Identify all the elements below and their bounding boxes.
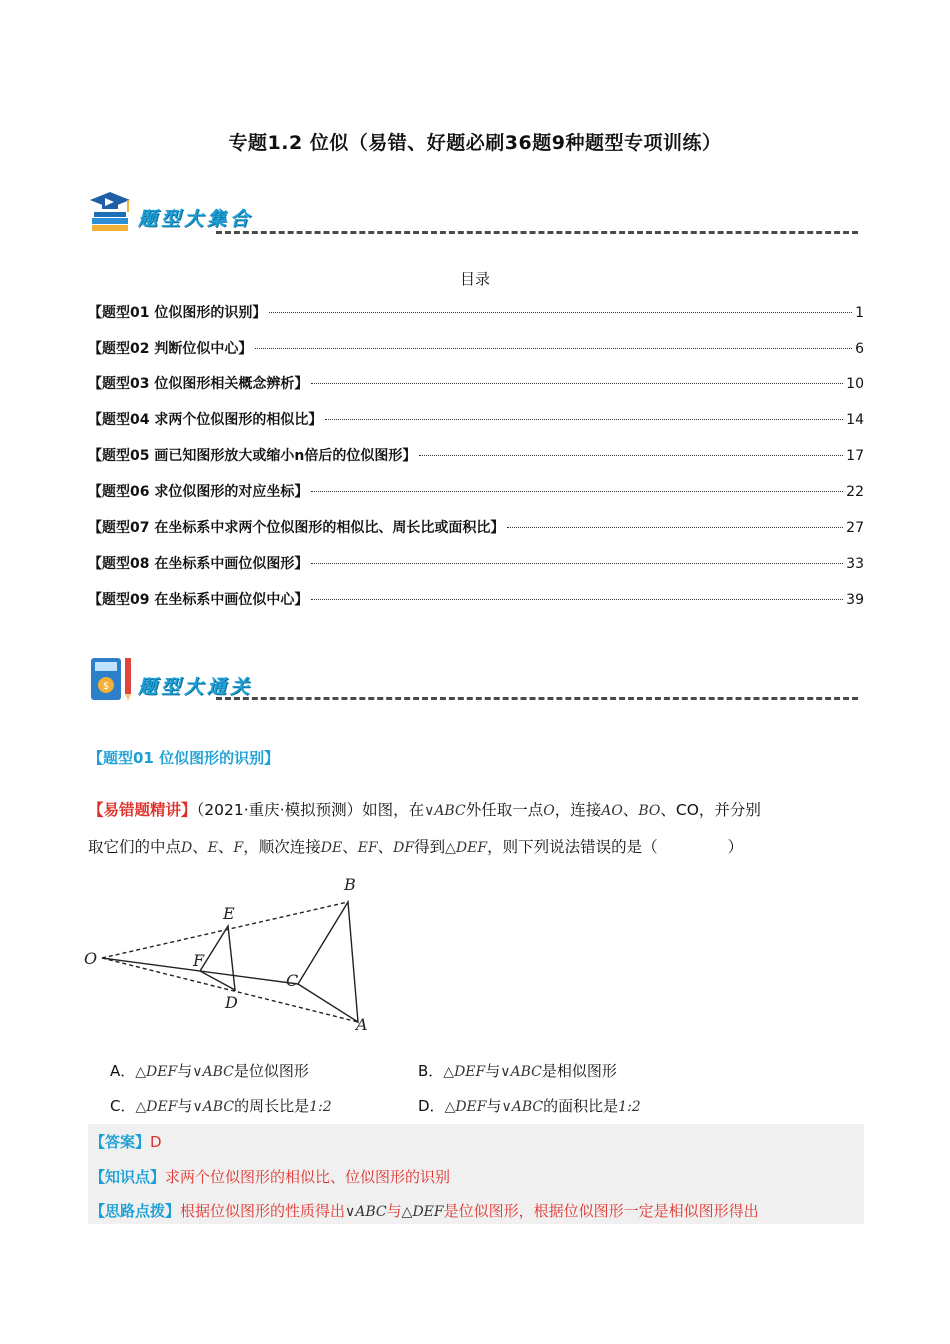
toc-leader [311,563,843,564]
toc-leader [311,383,843,384]
label-C: C [286,971,299,990]
segment-OA [102,958,358,1022]
toc-item[interactable]: 【题型05 画已知图形放大或缩小n倍后的位似图形】 17 [88,448,864,464]
toc-item[interactable]: 【题型04 求两个位似图形的相似比】 14 [88,412,864,428]
toc-item[interactable]: 【题型09 在坐标系中画位似中心】 39 [88,592,864,608]
section-banner-collection [88,188,858,240]
knowledge-line: 【知识点】求两个位似图形的相似比、位似图形的识别 [90,1168,451,1186]
section-banner-practice [88,654,858,706]
toc-leader [311,599,843,600]
calculator-pencil-icon [88,654,138,706]
label-E: E [223,904,235,923]
triangle-DEF [200,926,235,990]
toc-leader [255,348,852,349]
toc-item[interactable]: 【题型07 在坐标系中求两个位似图形的相似比、周长比或面积比】 27 [88,520,864,536]
answer-line: 【答案】D [90,1133,162,1151]
toc-item[interactable]: 【题型08 在坐标系中画位似图形】 33 [88,556,864,572]
geometry-figure [80,870,380,1040]
toc-leader [269,312,852,313]
toc-leader [507,527,843,528]
toc-item[interactable]: 【题型01 位似图形的识别】 1 [88,305,864,321]
choice-a[interactable]: A．△DEF与∨ABC是位似图形 [110,1062,309,1080]
triangle-ABC [298,902,358,1022]
page-title: 专题1.2 位似（易错、好题必刷36题9种题型专项训练） [228,132,722,154]
choice-c[interactable]: C．△DEF与∨ABC的周长比是1:2 [110,1097,332,1115]
label-O: O [84,949,98,968]
toc-leader [325,419,843,420]
label-F: F [193,951,205,970]
toc-item[interactable]: 【题型03 位似图形相关概念辨析】 10 [88,376,864,392]
label-D: D [225,993,238,1012]
problem-statement: 【易错题精讲】（2021·重庆·模拟预测）如图，在∨ABC外任取一点O，连接AO、BO、CO，并分别 取它们的中点D、E、F，顺次连接DE、EF、DF得到△DEF，则下列说法错误的是（ ） [88,801,761,856]
banner-divider [216,697,858,700]
problem-tag: 【易错题精讲】 [88,801,197,819]
toc-item[interactable]: 【题型06 求位似图形的对应坐标】 22 [88,484,864,500]
label-B: B [344,875,356,894]
graduation-cap-book-icon [88,188,138,238]
choice-d[interactable]: D．△DEF与∨ABC的面积比是1:2 [418,1097,641,1115]
banner-divider [216,231,858,234]
banner-label: 题型大通关 [138,676,254,698]
choice-b[interactable]: B．△DEF与∨ABC是相似图形 [418,1062,617,1080]
hint-line: 【思路点拨】根据位似图形的性质得出∨ABC与△DEF是位似图形，根据位似图形一定是相似图形得出 [90,1202,759,1220]
section-heading: 【题型01 位似图形的识别】 [88,749,280,767]
toc-leader [419,455,843,456]
toc-heading: 目录 [459,270,490,288]
toc-item[interactable]: 【题型02 判断位似中心】 6 [88,341,864,357]
label-A: A [356,1015,368,1034]
toc-leader [311,491,843,492]
svg-text:$: $ [102,681,110,692]
banner-label: 题型大集合 [138,208,254,230]
